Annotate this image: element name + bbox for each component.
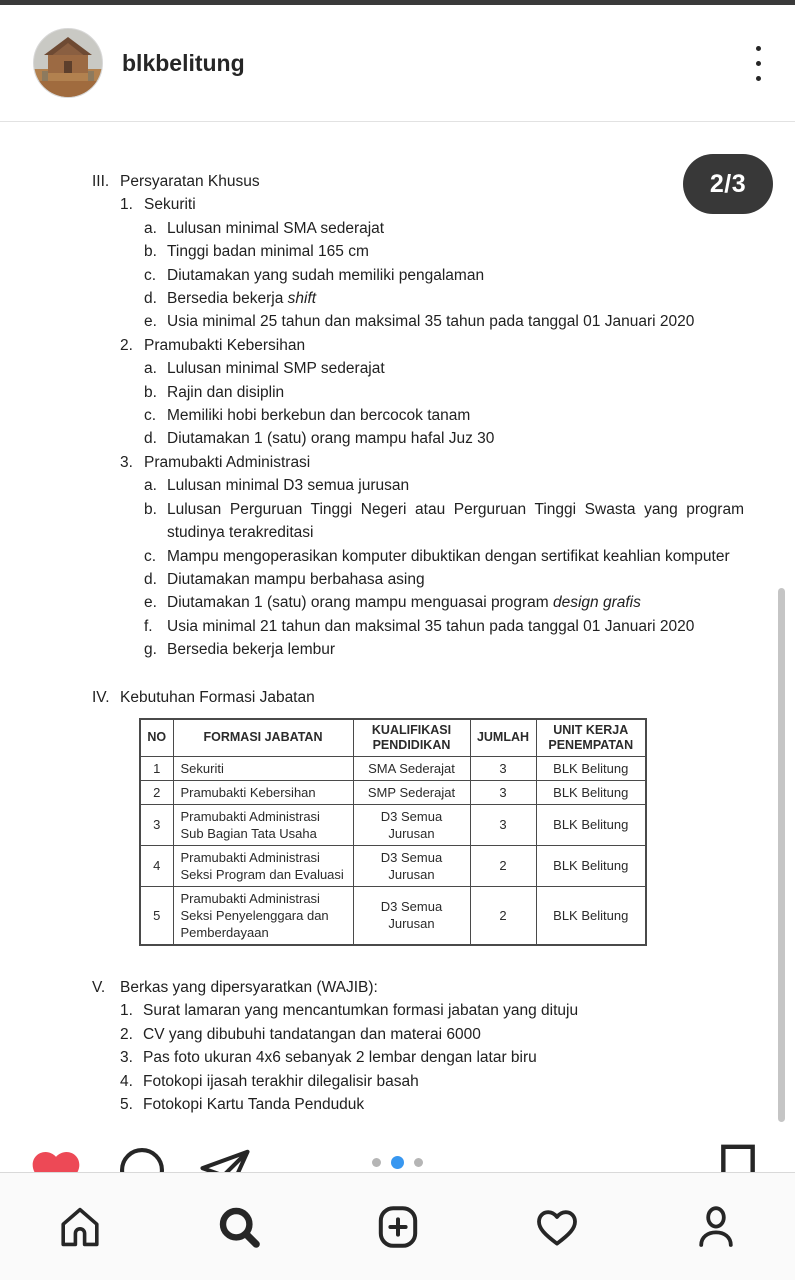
doc-line: c. Memiliki hobi berkebun dan bercocok tanam	[144, 407, 471, 425]
carousel-dot	[372, 1158, 381, 1167]
scrollbar-thumb[interactable]	[778, 588, 785, 1122]
doc-line: 3. Pas foto ukuran 4x6 sebanyak 2 lembar dengan latar biru	[120, 1049, 537, 1067]
table-cell: BLK Belitung	[536, 845, 646, 886]
carousel-dots	[0, 1156, 795, 1169]
doc-line: d. Diutamakan mampu berbahasa asing	[144, 570, 425, 588]
username[interactable]: blkbelitung	[122, 49, 245, 76]
table-cell: BLK Belitung	[536, 804, 646, 845]
doc-line: V. Berkas yang dipersyaratkan (WAJIB):	[92, 978, 378, 996]
doc-line: 3. Pramubakti Administrasi	[120, 453, 311, 471]
doc-line: c. Diutamakan yang sudah memiliki pengalaman	[144, 266, 485, 284]
table-cell: 4	[140, 845, 173, 886]
doc-line: III. Persyaratan Khusus	[92, 173, 260, 190]
table-header-cell: FORMASI JABATAN	[173, 719, 353, 757]
table-row	[140, 845, 646, 886]
table-cell: 5	[140, 886, 173, 945]
table-cell: Pramubakti Administrasi Seksi Program dan Evaluasi	[173, 845, 353, 886]
doc-line: a. Lulusan minimal SMP sederajat	[144, 360, 385, 378]
post-header	[0, 5, 795, 122]
bottom-nav-bar	[0, 1172, 795, 1280]
table-cell: BLK Belitung	[536, 886, 646, 945]
carousel-dot-active	[391, 1156, 404, 1169]
doc-line: 2. Pramubakti Kebersihan	[120, 336, 306, 354]
doc-line: c. Mampu mengoperasikan komputer dibuktikan dengan sertifikat keahlian komputer	[144, 547, 730, 565]
table-header-cell: JUMLAH	[470, 719, 536, 757]
nav-activity-button[interactable]	[477, 1203, 636, 1251]
nav-search-button[interactable]	[159, 1203, 318, 1251]
table-cell: BLK Belitung	[536, 780, 646, 804]
table-cell: 3	[470, 804, 536, 845]
doc-line: 4. Fotokopi ijasah terakhir dilegalisir basah	[120, 1072, 419, 1090]
home-icon	[56, 1203, 104, 1251]
doc-line: e. Diutamakan 1 (satu) orang mampu menguasai program design grafis	[144, 594, 641, 612]
table-cell: BLK Belitung	[536, 756, 646, 780]
table-cell: 3	[470, 780, 536, 804]
table-row	[140, 886, 646, 945]
doc-line: b. Tinggi badan minimal 165 cm	[144, 243, 369, 261]
table-cell: 1	[140, 756, 173, 780]
doc-line: 1. Sekuriti	[120, 196, 196, 214]
doc-line: d. Diutamakan 1 (satu) orang mampu hafal Juz 30	[144, 430, 495, 448]
table-header-cell: NO	[140, 719, 173, 757]
table-cell: 2	[140, 780, 173, 804]
table-cell: Sekuriti	[173, 756, 353, 780]
table-cell: 3	[470, 756, 536, 780]
table-row	[140, 756, 646, 780]
table-header-cell: UNIT KERJA PENEMPATAN	[536, 719, 646, 757]
doc-line: f. Usia minimal 21 tahun dan maksimal 35 tahun pada tanggal 01 Januari 2020	[144, 617, 695, 635]
doc-line: b. Rajin dan disiplin	[144, 383, 285, 401]
nav-profile-button[interactable]	[636, 1203, 795, 1251]
table-cell: 2	[470, 886, 536, 945]
formasi-jabatan-table	[139, 718, 647, 946]
carousel-dot	[414, 1158, 423, 1167]
table-header-cell: KUALIFIKASI PENDIDIKAN	[353, 719, 470, 757]
table-cell: Pramubakti Kebersihan	[173, 780, 353, 804]
search-icon-active	[215, 1203, 263, 1251]
table-cell: SMP Sederajat	[353, 780, 470, 804]
doc-line: g. Bersedia bekerja lembur	[144, 641, 336, 659]
doc-line: 2. CV yang dibubuhi tandatangan dan materai 6000	[120, 1025, 481, 1043]
doc-line: IV. Kebutuhan Formasi Jabatan	[92, 688, 315, 706]
table-cell: Pramubakti Administrasi Sub Bagian Tata Usaha	[173, 804, 353, 845]
avatar[interactable]	[33, 28, 103, 98]
table-cell: 2	[470, 845, 536, 886]
table-cell: D3 Semua Jurusan	[353, 845, 470, 886]
table-cell: D3 Semua Jurusan	[353, 804, 470, 845]
avatar-building-image	[34, 29, 102, 97]
heart-outline-icon	[533, 1203, 581, 1251]
table-row	[140, 804, 646, 845]
post-image-document[interactable]	[0, 123, 795, 1172]
table-cell: D3 Semua Jurusan	[353, 886, 470, 945]
table-row	[140, 780, 646, 804]
doc-line: d. Bersedia bekerja shift	[144, 290, 317, 308]
nav-new-post-button[interactable]	[318, 1203, 477, 1251]
doc-line: 5. Fotokopi Kartu Tanda Penduduk	[120, 1095, 365, 1113]
doc-line: e. Usia minimal 25 tahun dan maksimal 35 tahun pada tanggal 01 Januari 2020	[144, 313, 695, 331]
doc-line: b. Lulusan Perguruan Tinggi Negeri atau Perguruan Tinggi Swasta yang program studinya terakreditasi	[144, 500, 744, 542]
table-cell: Pramubakti Administrasi Seksi Penyelenggara dan Pemberdayaan	[173, 886, 353, 945]
profile-person-icon	[692, 1203, 740, 1251]
nav-home-button[interactable]	[0, 1203, 159, 1251]
table-cell: 3	[140, 804, 173, 845]
doc-line: 1. Surat lamaran yang mencantumkan formasi jabatan yang dituju	[120, 1002, 579, 1020]
three-dot-menu-icon[interactable]	[752, 40, 765, 87]
doc-line: a. Lulusan minimal D3 semua jurusan	[144, 477, 410, 495]
new-post-plus-icon	[374, 1203, 422, 1251]
doc-line: a. Lulusan minimal SMA sederajat	[144, 219, 385, 237]
document-body	[92, 170, 744, 1116]
carousel-page-badge: 2/3	[683, 154, 773, 214]
table-cell: SMA Sederajat	[353, 756, 470, 780]
